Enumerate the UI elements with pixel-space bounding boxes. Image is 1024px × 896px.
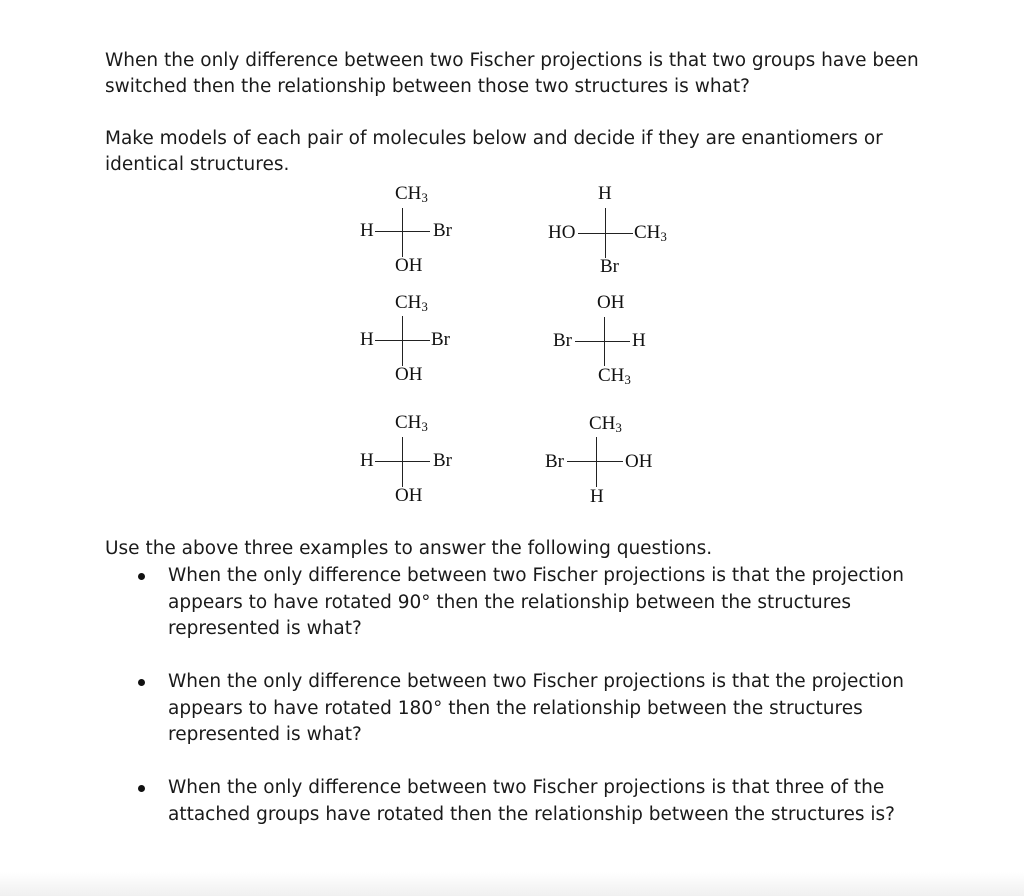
right-group: Br xyxy=(433,450,452,471)
top-group: $CH_3$ xyxy=(395,292,428,314)
bottom-group: OH xyxy=(395,485,423,506)
right-group: Br xyxy=(431,329,450,350)
left-group: Br xyxy=(545,451,564,472)
top-group: H xyxy=(598,183,612,204)
left-group: HO xyxy=(548,222,576,243)
left-group: H xyxy=(360,220,374,241)
top-group: $CH_3$ xyxy=(395,412,428,434)
instruction-paragraph: Make models of each pair of molecules below and decide if they are enantiomers or identical structures. xyxy=(105,128,883,175)
top-group: $CH_3$ xyxy=(589,413,622,435)
page-footer-shadow xyxy=(0,872,1024,896)
question-item: When the only difference between two Fischer projections is that three of the attached groups have rotated then the relationship between the structures is? xyxy=(168,775,908,828)
right-group: $CH_3$ xyxy=(634,222,667,244)
left-group: H xyxy=(360,450,374,471)
bullet-icon xyxy=(138,573,145,580)
right-group: Br xyxy=(433,220,452,241)
question-item: When the only difference between two Fischer projections is that the projection appears to have rotated 180° then the relationship between the structures represented is what? xyxy=(168,669,908,749)
left-group: Br xyxy=(553,330,572,351)
bottom-group: H xyxy=(590,486,604,507)
bottom-group: OH xyxy=(395,255,423,276)
left-group: H xyxy=(360,329,374,350)
top-group: OH xyxy=(597,292,625,313)
right-group: OH xyxy=(625,451,653,472)
question-item: When the only difference between two Fischer projections is that the projection appears to have rotated 90° then the relationship between the structures represented is what? xyxy=(168,563,908,643)
bullet-icon xyxy=(138,679,145,686)
bottom-group: $CH_3$ xyxy=(598,365,631,387)
bullet-icon xyxy=(138,785,145,792)
intro-paragraph: When the only difference between two Fischer projections is that two groups have been switched then the relationship between those two structures is what? xyxy=(105,50,919,97)
bottom-group: OH xyxy=(395,364,423,385)
questions-intro: Use the above three examples to answer the following questions. xyxy=(105,538,713,559)
top-group: $CH_3$ xyxy=(395,183,428,205)
bottom-group: Br xyxy=(600,256,619,277)
right-group: H xyxy=(632,330,646,351)
